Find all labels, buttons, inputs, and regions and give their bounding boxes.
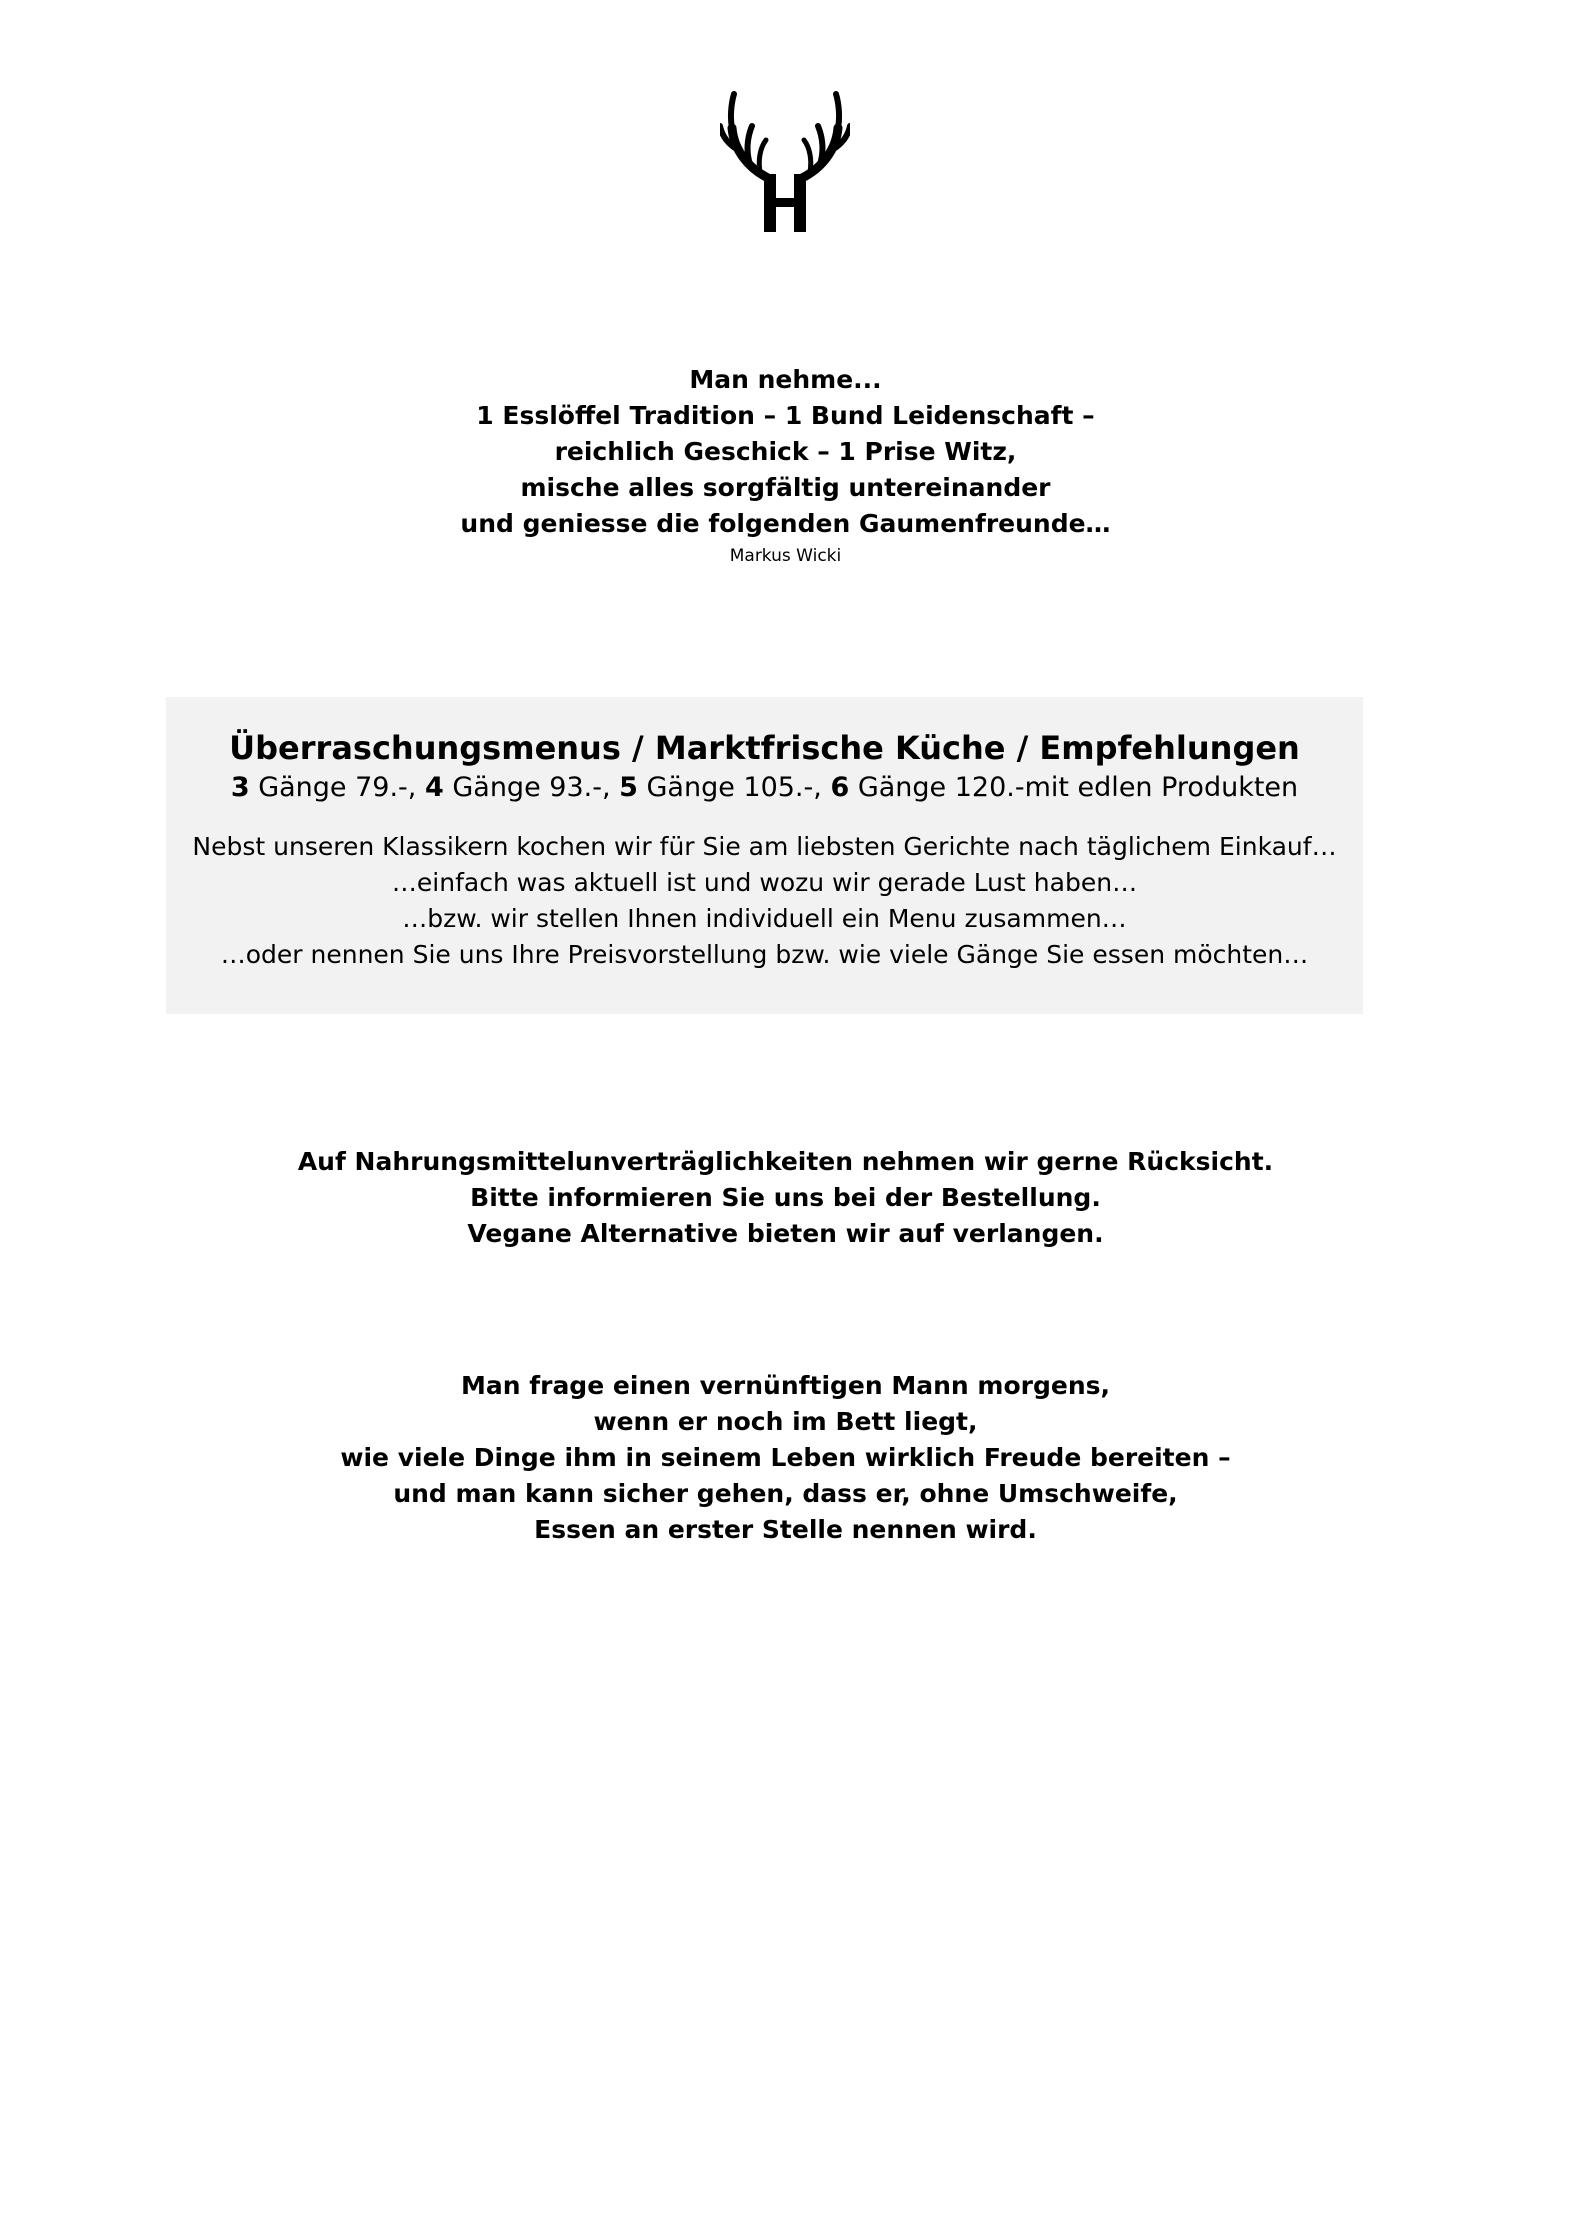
intro-line: reichlich Geschick – 1 Prise Witz, [554, 437, 1017, 466]
notice-line: Bitte informieren Sie uns bei der Bestellung. [470, 1183, 1101, 1212]
quote-line: wie viele Dinge ihm in seinem Leben wirklich Freude bereiten – [340, 1443, 1231, 1472]
notice-line: Auf Nahrungsmittelunverträglichkeiten nehmen wir gerne Rücksicht. [297, 1147, 1274, 1176]
intro-line: 1 Esslöffel Tradition – 1 Bund Leidenschaft – [476, 401, 1095, 430]
antler-h-logo-icon [720, 90, 850, 235]
menu-text-line: Nebst unseren Klassikern kochen wir für Sie am liebsten Gerichte nach täglichem Einkauf… [192, 832, 1337, 861]
price-label: Gänge 93.-, [443, 772, 620, 803]
menu-title: Überraschungsmenus / Marktfrische Küche / Empfehlungen [229, 729, 1300, 767]
price-label: Gänge 120.-mit edlen Produkten [849, 772, 1299, 803]
intro-author: Markus Wicki [729, 546, 842, 566]
logo [720, 90, 850, 235]
price-course-count: 3 [230, 772, 250, 803]
menu-text-line: …oder nennen Sie uns Ihre Preisvorstellung bzw. wie viele Gänge Sie essen möchten… [220, 940, 1309, 969]
price-course-count: 4 [424, 772, 444, 803]
price-label: Gänge 79.-, [249, 772, 425, 803]
quote-line: und man kann sicher gehen, dass er, ohne Umschweife, [393, 1479, 1178, 1508]
price-label: Gänge 105.-, [637, 772, 831, 803]
quote-line: Man frage einen vernünftigen Mann morgens, [460, 1371, 1110, 1400]
menu-text-line: …bzw. wir stellen Ihnen individuell ein Menu zusammen… [402, 904, 1127, 933]
closing-quote [0, 1368, 1571, 1548]
intro-poem [0, 362, 1571, 568]
quote-line: wenn er noch im Bett liegt, [593, 1407, 978, 1436]
menu-prices [166, 769, 1363, 807]
notice-line: Vegane Alternative bieten wir auf verlangen. [467, 1219, 1104, 1248]
price-course-count: 5 [619, 772, 638, 803]
allergy-notice [0, 1144, 1571, 1252]
intro-line: und geniesse die folgenden Gaumenfreunde… [460, 509, 1111, 538]
intro-line: mische alles sorgfältig untereinander [520, 473, 1051, 502]
intro-line: Man nehme... [689, 365, 882, 394]
menu-text-line: …einfach was aktuell ist und wozu wir gerade Lust haben… [391, 868, 1138, 897]
price-course-count: 6 [830, 772, 850, 803]
quote-line: Essen an erster Stelle nennen wird. [534, 1515, 1037, 1544]
menu-description [166, 829, 1363, 973]
menu-box [166, 697, 1363, 1014]
